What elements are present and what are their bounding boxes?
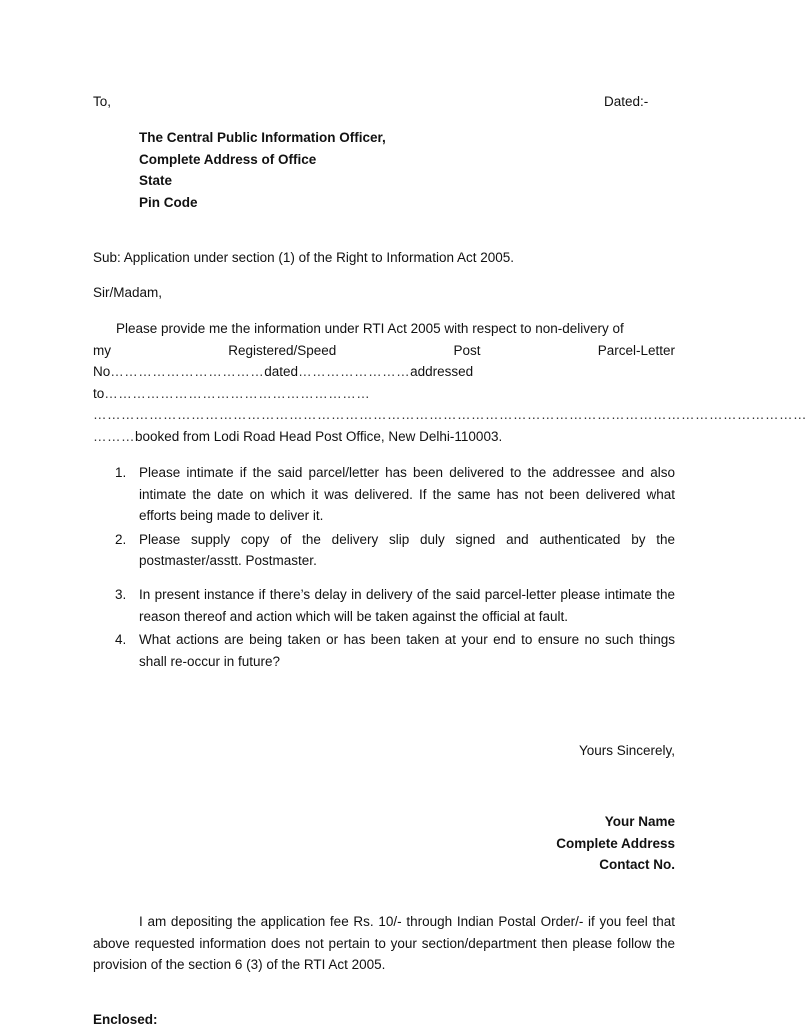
request-line-2 — [93, 340, 675, 362]
addressed-word: addressed — [410, 364, 474, 380]
closing-line: Yours Sincerely, — [578, 743, 675, 758]
list-item-number: 1. — [115, 465, 127, 480]
word-post: Post — [453, 342, 481, 358]
to-word: to — [93, 385, 105, 401]
word-registered-speed: Registered/Speed — [228, 342, 337, 358]
request-list — [115, 462, 675, 672]
fee-paragraph-text: I am depositing the application fee Rs. 10/- through Indian Postal Order/- if you feel that above requested information does not pertain to your section/department then please follow the provision of the section 6 (3) of the RTI Act 2005. — [93, 914, 675, 973]
list-item-number: 2. — [115, 531, 127, 547]
address-line-officer: The Central Public Information Officer, — [139, 130, 386, 145]
salutation: Sir/Madam, — [93, 285, 163, 300]
booked-text: booked from Lodi Road Head Post Office, New Delhi-110003. — [135, 428, 503, 444]
to-dots: ………………………………………………… — [104, 385, 371, 401]
signature-contact: Contact No. — [599, 857, 675, 873]
request-line-3 — [93, 361, 675, 383]
list-item — [115, 629, 675, 672]
request-line-1: Please provide me the information under RTI Act 2005 with respect to non-delivery of — [116, 321, 624, 336]
dated-label: Dated:- — [604, 94, 649, 109]
list-item-text: Please intimate if the said parcel/letter has been delivered to the addressee and also intimate the date on which it was delivered. If the same has not been delivered what efforts being made to deliver it. — [139, 465, 675, 524]
word-parcel-letter: Parcel-Letter — [597, 342, 675, 358]
recipient-address — [139, 127, 386, 214]
signature-address: Complete Address — [556, 835, 675, 851]
booked-dots: ……… — [93, 428, 135, 444]
no-dots: …………………………… — [110, 364, 265, 380]
list-item-number: 4. — [115, 632, 127, 648]
list-item — [115, 584, 675, 627]
request-line-4 — [93, 383, 675, 405]
list-item-number: 3. — [115, 586, 127, 602]
to-label: To, — [93, 94, 112, 109]
word-my: my — [93, 342, 111, 358]
request-paragraph — [93, 318, 807, 448]
list-item-text: Please supply copy of the delivery slip duly signed and authenticated by the postmaster/asstt. Postmaster. — [139, 531, 675, 569]
dated-dots: …………………… — [298, 364, 411, 380]
address-line-office: Complete Address of Office — [139, 151, 317, 167]
list-item — [115, 529, 675, 572]
signature-block — [556, 811, 675, 876]
address-line-state: State — [139, 173, 173, 189]
list-item-text: What actions are being taken or has been taken at your end to ensure no such things shall re-occur in future? — [139, 632, 675, 669]
no-label: No — [93, 364, 111, 380]
subject-line: Sub: Application under section (1) of the Right to Information Act 2005. — [93, 250, 515, 265]
signature-name: Your Name — [604, 814, 675, 829]
dated-word: dated — [264, 364, 299, 380]
address-line-pincode: Pin Code — [139, 195, 198, 211]
fee-paragraph — [93, 911, 675, 976]
request-line-6 — [93, 426, 675, 448]
enclosed-label: Enclosed: — [93, 1012, 158, 1027]
list-item-text: In present instance if there’s delay in delivery of the said parcel-letter please intimate the reason thereof and action which will be taken against the official at fault. — [139, 586, 675, 624]
list-item — [115, 462, 675, 527]
full-dots-line: ……………………………………………………………………………………………………………………………………… — [93, 407, 807, 423]
